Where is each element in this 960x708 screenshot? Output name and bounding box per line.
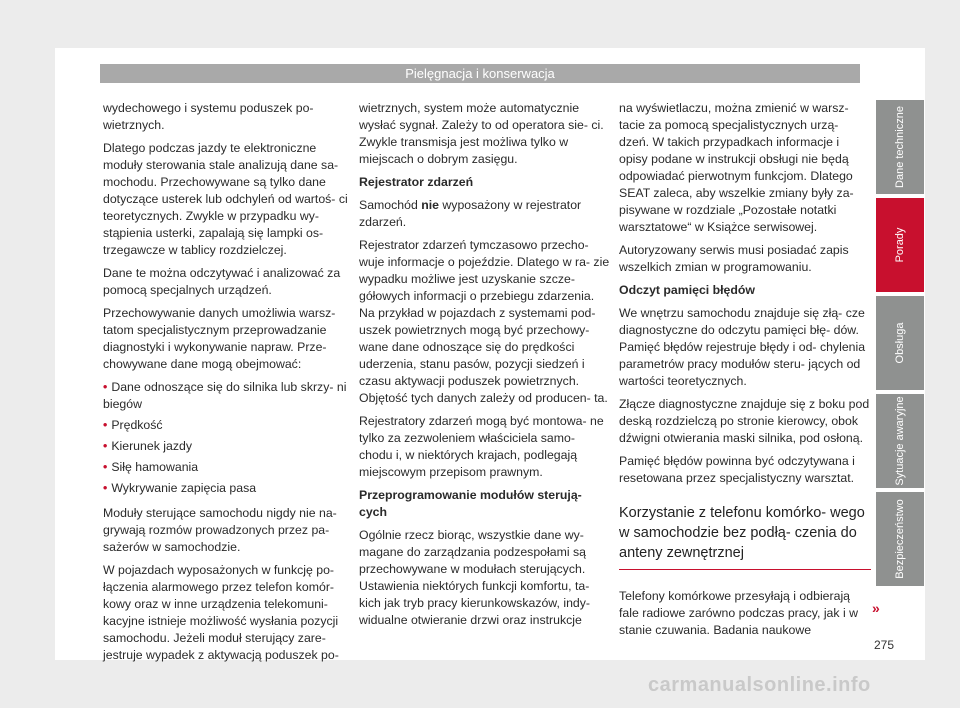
bullet-item: • Siłę hamowania bbox=[103, 460, 199, 474]
paragraph: Rejestrator zdarzeń tymczasowo przecho- wuje informacje o pojeździe. Dlatego w ra- zie wypadku możliwe jest uzyskanie szcze- gółowych informacji o przebiegu zdarzenia. Na przykład w pojazdach z systemami pod- uszek powietrznych mogą być przechowy- wane dane odnoszące się do prędkości uderzenia, stanu pasów, pozycji siedzeń i czasu aktywacji poduszek powietrznych. Objętość tych danych zależy od producen- ta. bbox=[359, 238, 610, 405]
tab-porady[interactable]: Porady bbox=[876, 198, 924, 292]
bullet-item: • Wykrywanie zapięcia pasa bbox=[103, 481, 257, 495]
paragraph: Ogólnie rzecz biorąc, wszystkie dane wy- magane do zarządzania podzespołami są przechowywane w modułach sterujących. Ustawienia niektórych funkcji komfortu, ta- kich jak tryb pracy kierunkowskazów, indy- widualne otwieranie drzwi oraz instrukcje bbox=[359, 528, 590, 627]
paragraph: Samochód nie wyposażony w rejestrator zdarzeń. bbox=[359, 198, 582, 229]
bullet-icon: • bbox=[103, 439, 108, 453]
paragraph: Telefony komórkowe przesyłają i odbierają fale radiowe zarówno podczas pracy, jak i w stanie czuwania. Badania naukowe bbox=[619, 589, 858, 637]
column-1 bbox=[103, 100, 355, 670]
column-3 bbox=[619, 100, 871, 645]
paragraph: Przechowywanie danych umożliwia warsz- tatom specjalistycznym przeprowadzanie diagnostyki i wykonywanie napraw. Prze- chowywane dane mogą obejmować: bbox=[103, 306, 336, 371]
paragraph: na wyświetlaczu, można zmienić w warsz- tacie za pomocą specjalistycznych urzą- dzeń. W takich przypadkach informacje i opisy podane w instrukcji obsługi nie będą odpowiadać pierwotnym funkcjom. Dlatego SEAT zaleca, aby wszelkie zmiany były za- pisywane w rozdziale „Pozostałe notatki warsztatowe“ w Książce serwisowej. bbox=[619, 101, 854, 234]
paragraph: Pamięć błędów powinna być odczytywana i resetowana przez specjalistyczny warsztat. bbox=[619, 454, 855, 485]
section-heading-mobile-phone: Korzystanie z telefonu komórko- wego w samochodzie bez podłą- czenia do anteny zewnętrznej bbox=[619, 503, 871, 570]
paragraph: Moduły sterujące samochodu nigdy nie na- grywają rozmów prowadzonych przez pa- sażerów w samochodzie. bbox=[103, 506, 337, 554]
bullet-icon: • bbox=[103, 481, 108, 495]
tab-obsluga[interactable]: Obsługa bbox=[876, 296, 924, 390]
bullet-icon: • bbox=[103, 418, 108, 432]
bullet-icon: • bbox=[103, 380, 108, 394]
continue-arrow-icon: » bbox=[872, 600, 880, 616]
subheading-fault-memory: Odczyt pamięci błędów bbox=[619, 283, 755, 297]
paragraph: wydechowego i systemu poduszek po- wietrznych. bbox=[103, 101, 314, 132]
tab-bezpieczenstwo[interactable]: Bezpieczeństwo bbox=[876, 492, 924, 586]
section-title: Pielęgnacja i konserwacja bbox=[405, 66, 555, 81]
paragraph: Dane te można odczytywać i analizować za pomocą specjalnych urządzeń. bbox=[103, 266, 341, 297]
paragraph: Dlatego podczas jazdy te elektroniczne moduły sterowania stale analizują dane sa- mochodu. Przechowywane są tylko dane dotyczące usterek lub odchyleń od wartoś- ci teoretycznych. Zwykle w przypadku wy- stąpienia usterki, zapalają się lampki os- trzegawcze w tablicy rozdzielczej. bbox=[103, 141, 348, 257]
paragraph: Złącze diagnostyczne znajduje się z boku pod deską rozdzielczą po stronie kierowcy, obok dźwigni otwierania maski silnika, pod osłoną. bbox=[619, 397, 870, 445]
page-number: 275 bbox=[874, 638, 895, 652]
bullet-icon: • bbox=[103, 460, 108, 474]
subheading-reprogramming: Przeprogramowanie modułów sterują- cych bbox=[359, 488, 582, 519]
subheading-event-recorder: Rejestrator zdarzeń bbox=[359, 175, 474, 189]
bullet-item: • Dane odnoszące się do silnika lub skrzy- ni biegów bbox=[103, 380, 347, 411]
paragraph: W pojazdach wyposażonych w funkcję po- łączenia alarmowego przez telefon komór- kowy oraz w inne urządzenia telekomuni- kacyjne istnieje możliwość wysłania pozycji samochodu. Jeżeli moduł sterujący zare- jestruje wypadek z aktywacją poduszek po- bbox=[103, 563, 339, 662]
paragraph: wietrznych, system może automatycznie wysłać sygnał. Zależy to od operatora sie- ci. Zwykle transmisja jest możliwa tylko w miejscach o dobrym zasięgu. bbox=[359, 101, 604, 166]
paragraph: We wnętrzu samochodu znajduje się złą- cze diagnostyczne do odczytu pamięci błę- dów. Pamięć błędów rejestruje błędy i od- chylenia parametrów pracy modułów steru- jących od wartości teoretycznych. bbox=[619, 306, 866, 388]
bullet-item: • Prędkość bbox=[103, 418, 163, 432]
watermark: carmanualsonline.info bbox=[648, 674, 871, 696]
paragraph: Rejestratory zdarzeń mogą być montowa- ne tylko za zezwoleniem właściciela samo- chodu i, w niektórych krajach, podlegają miejscowym przepisom prawnym. bbox=[359, 414, 604, 479]
bullet-item: • Kierunek jazdy bbox=[103, 439, 192, 453]
column-2 bbox=[359, 100, 611, 635]
tab-dane-techniczne[interactable]: Dane techniczne bbox=[876, 100, 924, 194]
paragraph: Autoryzowany serwis musi posiadać zapis wszelkich zmian w programowaniu. bbox=[619, 243, 849, 274]
tab-sytuacje-awaryjne[interactable]: Sytuacje awaryjne bbox=[876, 394, 924, 488]
